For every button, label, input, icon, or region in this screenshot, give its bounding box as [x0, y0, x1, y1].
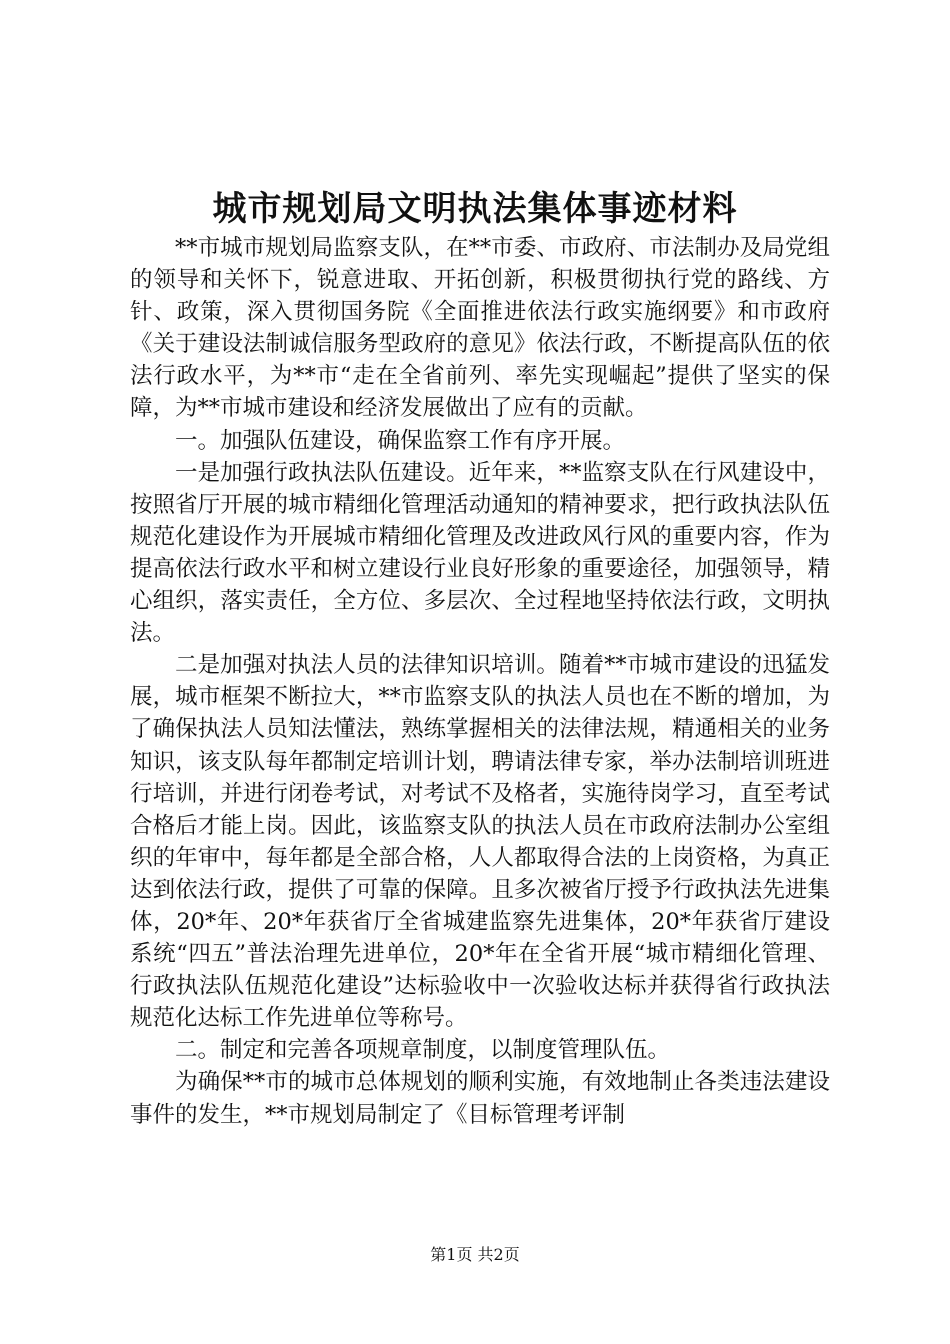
paragraph-legal-training: 二是加强对执法人员的法律知识培训。随着**市城市建设的迅猛发展，城市框架不断拉大，**市监察支队的执法人员也在不断的增加，为了确保执法人员知法懂法，熟练掌握相关的法律法规，精通相关的业务知识，该支队每年都制定培训计划，聘请法律专家，举办法制培训班进行培训，并进行闭卷考试，对考试不及格者，实施待岗学习，直至考试合格后才能上岗。因此，该监察支队的执法人员在市政府法制办公室组织的年审中，每年都是全部合格，人人都取得合法的上岗资格，为真正达到依法行政，提供了可靠的保障。且多次被省厅授予行政执法先进集体，20*年、20*年获省厅全省城建监察先进集体，20*年获省厅建设系统“四五”普法治理先进单位，20*年在全省开展“城市精细化管理、行政执法队伍规范化建设”达标验收中一次验收达标并获得省行政执法规范化达标工作先进单位等称号。	[130, 652, 830, 1032]
paragraph-regulations: 为确保**市的城市总体规划的顺利实施，有效地制止各类违法建设事件的发生，**市规划局制定了《目标管理考评制	[130, 1069, 830, 1128]
section-heading-2: 二。制定和完善各项规章制度，以制度管理队伍。	[175, 1037, 671, 1064]
paragraph-intro: **市城市规划局监察支队，在**市委、市政府、市法制办及局党组的领导和关怀下，锐意进取、开拓创新，积极贯彻执行党的路线、方针、政策，深入贯彻国务院《全面推进依法行政实施纲要》和市政府《关于建设法制诚信服务型政府的意见》依法行政，不断提高队伍的依法行政水平，为**市“走在全省前列、率先实现崛起”提供了坚实的保障，为**市城市建设和经济发展做出了应有的贡献。	[130, 235, 830, 422]
paragraph-team-building: 一是加强行政执法队伍建设。近年来，**监察支队在行风建设中，按照省厅开展的城市精细化管理活动通知的精神要求，把行政执法队伍规范化建设作为开展城市精细化管理及改进政风行风的重要内容，作为提高依法行政水平和树立建设行业良好形象的重要途径，加强领导，精心组织，落实责任，全方位、多层次、全过程地坚持依法行政，文明执法。	[130, 459, 830, 647]
document-title: 城市规划局文明执法集体事迹材料	[212, 189, 738, 229]
section-heading-1: 一。加强队伍建设，确保监察工作有序开展。	[175, 427, 626, 454]
page-footer: 第1页 共2页	[430, 1245, 520, 1264]
document-body	[130, 232, 830, 1131]
